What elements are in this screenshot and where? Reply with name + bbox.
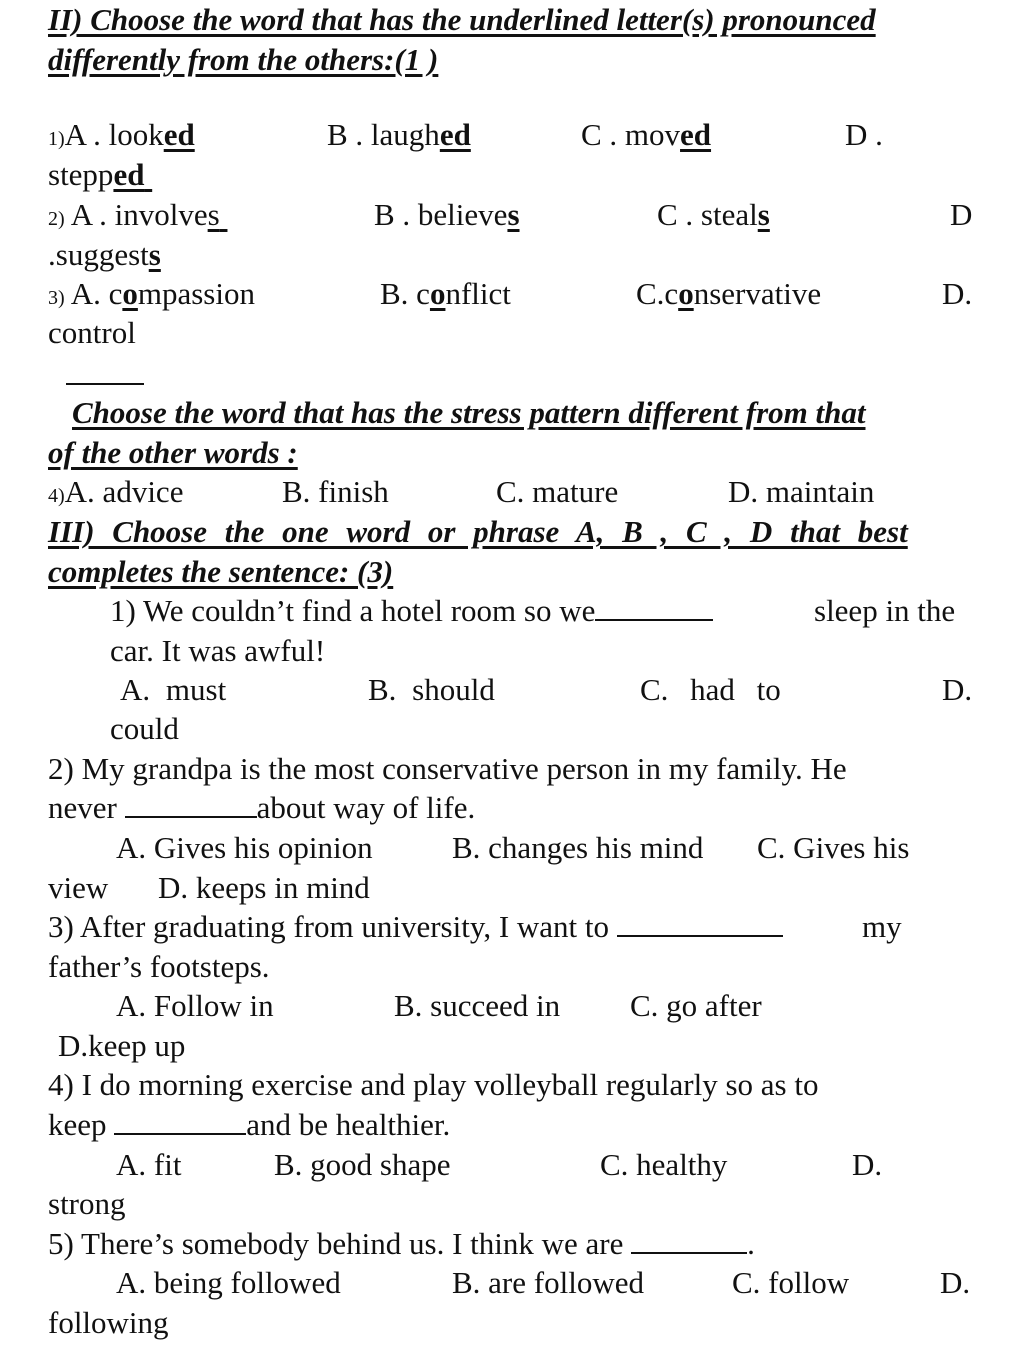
mc-q1-option-b: B. should [368, 672, 495, 707]
pron-q1-number: 1) [48, 128, 65, 150]
mc-q5-option-b: B. are followed [452, 1265, 644, 1300]
pron-q3-option-d-label: D. [942, 276, 973, 311]
mc-q1-stem-line-2: car. It was awful! [110, 633, 326, 668]
mc-q5-option-a: A. being followed [116, 1265, 341, 1300]
stress-q4-number: 4) [48, 485, 65, 507]
mc-q3-option-a: A. Follow in [116, 988, 274, 1023]
pron-q3-option-c: C.conservative [636, 276, 822, 311]
pron-q1-option-b: B . laughed [327, 117, 471, 152]
mc-q4-option-c: C. healthy [600, 1147, 728, 1182]
mc-q5-option-d: following [48, 1305, 169, 1340]
stress-q4-option-c: C. mature [496, 474, 619, 509]
mc-q4-option-b: B. good shape [274, 1147, 451, 1182]
answer-blank [617, 909, 783, 937]
mc-q4-option-d: strong [48, 1186, 126, 1221]
mc-q2-option-c-cont: view [48, 870, 109, 905]
mc-q1-option-d: could [110, 711, 179, 746]
section-2-heading-line-2: differently from the others:(1 ) [48, 42, 439, 77]
mc-q4-stem-line-1: 4) I do morning exercise and play volleyball regularly so as to [48, 1067, 819, 1102]
answer-blank [125, 790, 257, 818]
mc-q2-stem-line-1: 2) My grandpa is the most conservative person in my family. He [48, 751, 847, 786]
stress-q4-option-d: D. maintain [728, 474, 875, 509]
pron-q1-option-c: C . moved [581, 117, 712, 152]
pron-q2-option-c: C . steals [657, 197, 770, 232]
mc-q5-option-d-label: D. [940, 1265, 971, 1300]
divider-line [66, 383, 144, 385]
pron-q2-option-b: B . believes [374, 197, 520, 232]
section-2-heading-line-1: II) Choose the word that has the underlined letter(s) pronounced [48, 2, 876, 37]
mc-q2-stem-line-2: never about way of life. [48, 790, 476, 825]
mc-q2-option-b: B. changes his mind [452, 830, 704, 865]
mc-q3-stem-line-2: father’s footsteps. [48, 949, 270, 984]
pron-q3-option-a: 3) A. compassion [48, 276, 255, 311]
mc-q2-option-d: D. keeps in mind [158, 870, 370, 905]
mc-q2-option-a: A. Gives his opinion [116, 830, 373, 865]
mc-q1-stem-line-1-end: sleep in the [814, 593, 956, 628]
mc-q3-option-b: B. succeed in [394, 988, 561, 1023]
pron-q2-option-d: .suggests [48, 237, 161, 272]
mc-q1-option-c: C. had to [640, 672, 781, 707]
pron-q3-option-b: B. conflict [380, 276, 511, 311]
mc-q4-option-d-label: D. [852, 1147, 883, 1182]
pron-q2-option-d-label: D [950, 197, 973, 232]
mc-q3-stem-line-1-end: my [862, 909, 902, 944]
pron-q3-number: 3) [48, 287, 65, 309]
pron-q2-option-a: 2) A . involves [48, 197, 220, 232]
stress-heading-line-1: Choose the word that has the stress pattern different from that [72, 395, 866, 430]
mc-q5-stem: 5) There’s somebody behind us. I think we are . [48, 1226, 755, 1261]
mc-q4-option-a: A. fit [116, 1147, 182, 1182]
mc-q3-option-c: C. go after [630, 988, 762, 1023]
answer-blank [631, 1226, 747, 1254]
mc-q1-option-a: A. must [120, 672, 227, 707]
pron-q1-option-d: stepped [48, 157, 145, 192]
answer-blank [114, 1107, 246, 1135]
section-3-heading-line-2: completes the sentence: (3) [48, 554, 394, 589]
pron-q1-option-a: 1)A . looked [48, 117, 195, 152]
answer-blank [595, 593, 713, 621]
pron-q2-number: 2) [48, 208, 65, 230]
pron-q1-option-d-label: D . [845, 117, 883, 152]
section-3-heading-line-1: III) Choose the one word or phrase A, B , C , D that best [48, 514, 908, 549]
mc-q4-stem-line-2: keep and be healthier. [48, 1107, 451, 1142]
mc-q2-option-c: C. Gives his [757, 830, 910, 865]
mc-q5-option-c: C. follow [732, 1265, 850, 1300]
mc-q3-stem-line-1: 3) After graduating from university, I want to [48, 909, 783, 945]
mc-q3-option-d: D.keep up [58, 1028, 186, 1063]
stress-q4-option-a: 4)A. advice [48, 474, 184, 509]
mc-q1-option-d-label: D. [942, 672, 973, 707]
stress-heading-line-2: of the other words : [48, 435, 298, 470]
stress-q4-option-b: B. finish [282, 474, 389, 509]
mc-q1-stem-line-1: 1) We couldn’t find a hotel room so we [110, 593, 713, 629]
pron-q3-option-d: control [48, 315, 136, 350]
